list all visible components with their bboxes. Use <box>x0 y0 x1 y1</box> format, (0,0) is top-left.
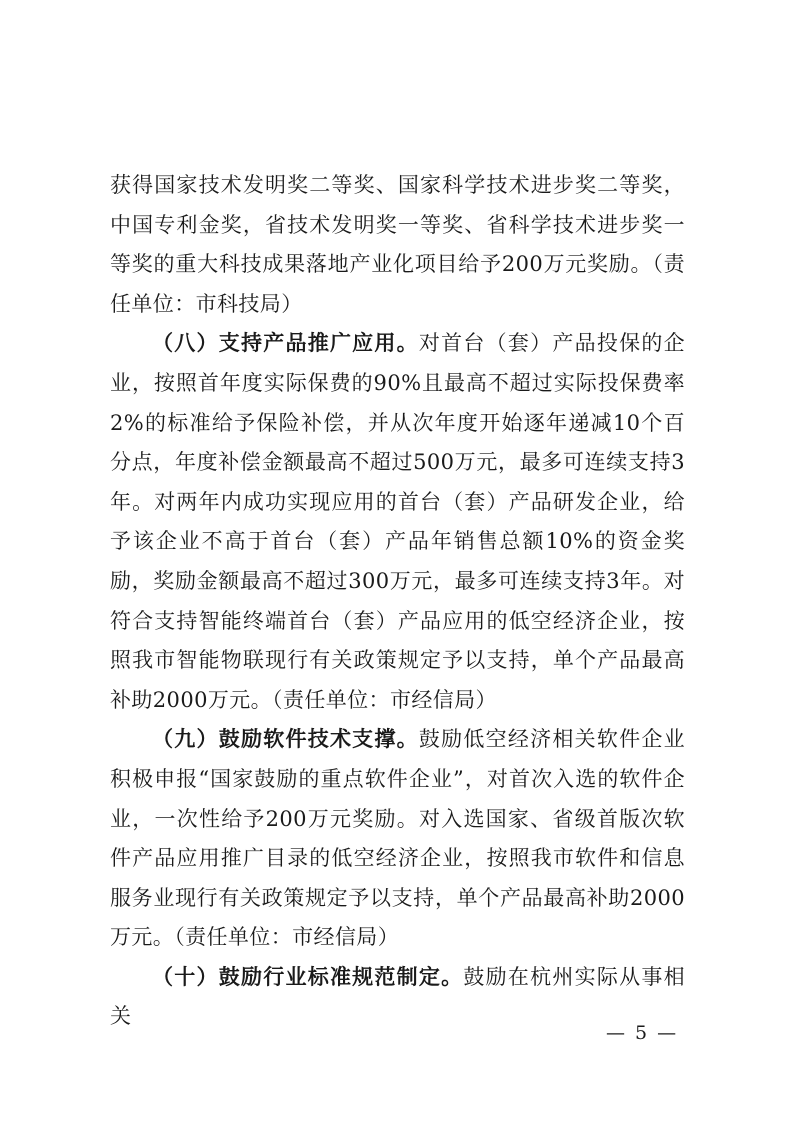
paragraph-section-10 <box>110 958 685 1037</box>
section-heading: （十）鼓励行业标准规范制定。 <box>152 964 464 989</box>
paragraph-text: 获得国家技术发明奖二等奖、国家科学技术进步奖二等奖，中国专利金奖，省技术发明奖一等奖、省科学技术进步奖一等奖的重大科技成果落地产业化项目给予200万元奖励。（责任单位：市科技局） <box>110 173 685 316</box>
page-number: — 5 — <box>606 1022 679 1044</box>
section-heading: （八）支持产品推广应用。 <box>152 331 419 356</box>
paragraph-continuation <box>110 166 685 324</box>
paragraph-text: 鼓励在杭州实际从事相关 <box>110 964 685 1029</box>
section-heading: （九）鼓励软件技术支撑。 <box>152 727 419 752</box>
paragraph-section-9 <box>110 720 685 958</box>
paragraph-text: 对首台（套）产品投保的企业，按照首年度实际保费的90%且最高不超过实际投保费率2%的标准给予保险补偿，并从次年度开始逐年递减10个百分点，年度补偿金额最高不超过500万元，最多可连续支持3年。对两年内成功实现应用的首台（套）产品研发企业，给予该企业不高于首台（套）产品年销售总额10%的资金奖励，奖励金额最高不超过300万元，最多可连续支持3年。对符合支持智能终端首台（套）产品应用的低空经济企业，按照我市智能物联现行有关政策规定予以支持，单个产品最高补助2000万元。（责任单位：市经信局） <box>110 331 685 712</box>
document-body <box>110 166 685 1037</box>
paragraph-section-8 <box>110 324 685 720</box>
paragraph-text: 鼓励低空经济相关软件企业积极申报“国家鼓励的重点软件企业”，对首次入选的软件企业，一次性给予200万元奖励。对入选国家、省级首版次软件产品应用推广目录的低空经济企业，按照我市软件和信息服务业现行有关政策规定予以支持，单个产品最高补助2000万元。（责任单位：市经信局） <box>110 727 685 950</box>
